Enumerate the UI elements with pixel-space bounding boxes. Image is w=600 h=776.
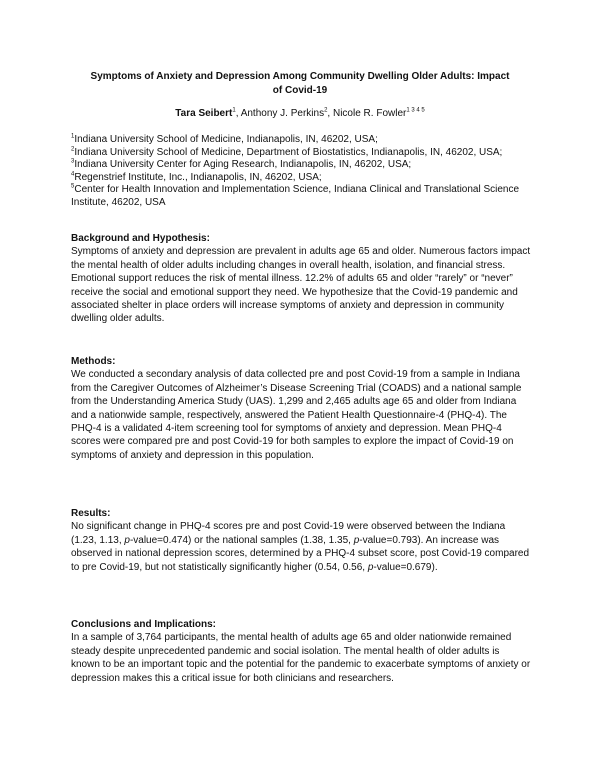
conclusions-section	[71, 618, 531, 685]
section-body: We conducted a secondary analysis of data collected pre and post Covid-19 from a sample in Indiana from the Caregiver Outcomes of Alzheimer’s Disease Screening Trial (COADS) and a national sample from the Understanding America Study (UAS). 1,299 and 2,465 adults age 65 and older from Indiana and a nationwide sample, respectively, answered the Patient Health Questionnaire-4 (PHQ-4). The PHQ-4 is a validated 4-item screening tool for symptoms of anxiety and depression. Mean PHQ-4 scores were compared pre and post Covid-19 for both samples to explore the impact of Covid-19 on symptoms of anxiety and depression in this population.	[71, 369, 522, 461]
author-affiliation-marker: 1	[232, 107, 236, 114]
author-name: Anthony J. Perkins	[240, 108, 325, 119]
author-name: Tara Seibert	[175, 108, 233, 119]
affiliation-item	[71, 172, 531, 185]
affiliation-number: 2	[71, 146, 75, 153]
p-value-label: p	[124, 534, 130, 546]
title-line-2: of Covid-19	[272, 85, 328, 96]
author-name: Nicole R. Fowler	[332, 108, 407, 119]
author-list: Tara Seibert$^1$, Anthony J. Perkins$^2$, Nicole R. Fowler$^{1 3 4 5}$	[175, 107, 425, 119]
section-heading: Background and Hypothesis:	[71, 233, 210, 244]
results-text: No significant change in PHQ-4 scores pre and post Covid-19 were observed between the Indiana (1.23, 1.13,	[71, 521, 506, 546]
results-text: -value=0.679).	[373, 561, 438, 573]
results-section	[71, 507, 531, 574]
author-affiliation-marker: 2	[324, 107, 328, 114]
affiliation-list	[71, 134, 531, 209]
affiliation-text: Indiana University School of Medicine, Indianapolis, IN, 46202, USA;	[74, 134, 378, 145]
affiliation-number: 3	[71, 158, 75, 165]
affiliation-number: 1	[71, 133, 75, 140]
affiliation-item	[71, 159, 531, 172]
p-value-label: p	[367, 561, 374, 573]
results-text: -value=0.793). An increase was observed in national depression scores, determined by a PHQ-4 subset score, post Covid-19 compared to pre Covid-19, but not statistically significantly higher (0.54, 0.56,	[71, 534, 530, 573]
affiliation-item	[71, 184, 531, 209]
results-text: -value=0.474) or the national samples (1.38, 1.35,	[129, 534, 354, 546]
affiliation-text: Regenstrief Institute, Inc., Indianapolis, IN, 46202, USA;	[74, 171, 322, 183]
section-heading: Methods:	[71, 356, 116, 367]
background-section	[71, 232, 531, 326]
affiliation-number: 4	[71, 171, 75, 178]
p-value-label: p	[353, 534, 360, 546]
section-body: In a sample of 3,764 participants, the mental health of adults age 65 and older nationwide remained steady despite unprecedented pandemic and social isolation. The mental health of older adults is known to be an important topic and the potential for the pandemic to exacerbate symptoms of anxiety or depression makes this a critical issue for both clinicians and researchers.	[71, 632, 531, 684]
paper-title	[60, 70, 540, 98]
affiliation-item	[71, 134, 531, 147]
section-heading: Conclusions and Implications:	[71, 619, 217, 630]
title-line-1: Symptoms of Anxiety and Depression Among Community Dwelling Older Adults: Impact	[90, 71, 510, 82]
affiliation-number: 5	[71, 183, 75, 190]
affiliation-text: Center for Health Innovation and Implementation Science, Indiana Clinical and Translational Science Institute, 46202, USA	[71, 184, 520, 208]
affiliation-text: Indiana University Center for Aging Research, Indianapolis, IN, 46202, USA;	[74, 159, 412, 170]
affiliation-item	[71, 147, 531, 160]
section-body	[71, 520, 531, 574]
author-affiliation-marker: 1 3 4 5	[406, 107, 425, 114]
affiliation-text: Indiana University School of Medicine, Department of Biostatistics, Indianapolis, IN, 46202, USA;	[74, 146, 503, 158]
methods-section	[71, 355, 531, 462]
section-heading: Results:	[71, 508, 111, 519]
section-body: Symptoms of anxiety and depression are prevalent in adults age 65 and older. Numerous factors impact the mental health of older adults including changes in overall health, isolation, and financial stress. Emotional support reduces the risk of mental illness. 12.2% of adults 65 and older “rarely” or “never” receive the social and emotional support they need. We hypothesize that the Covid-19 pandemic and associated shelter in place orders will increase symptoms of anxiety and depression in community dwelling older adults.	[71, 246, 531, 325]
